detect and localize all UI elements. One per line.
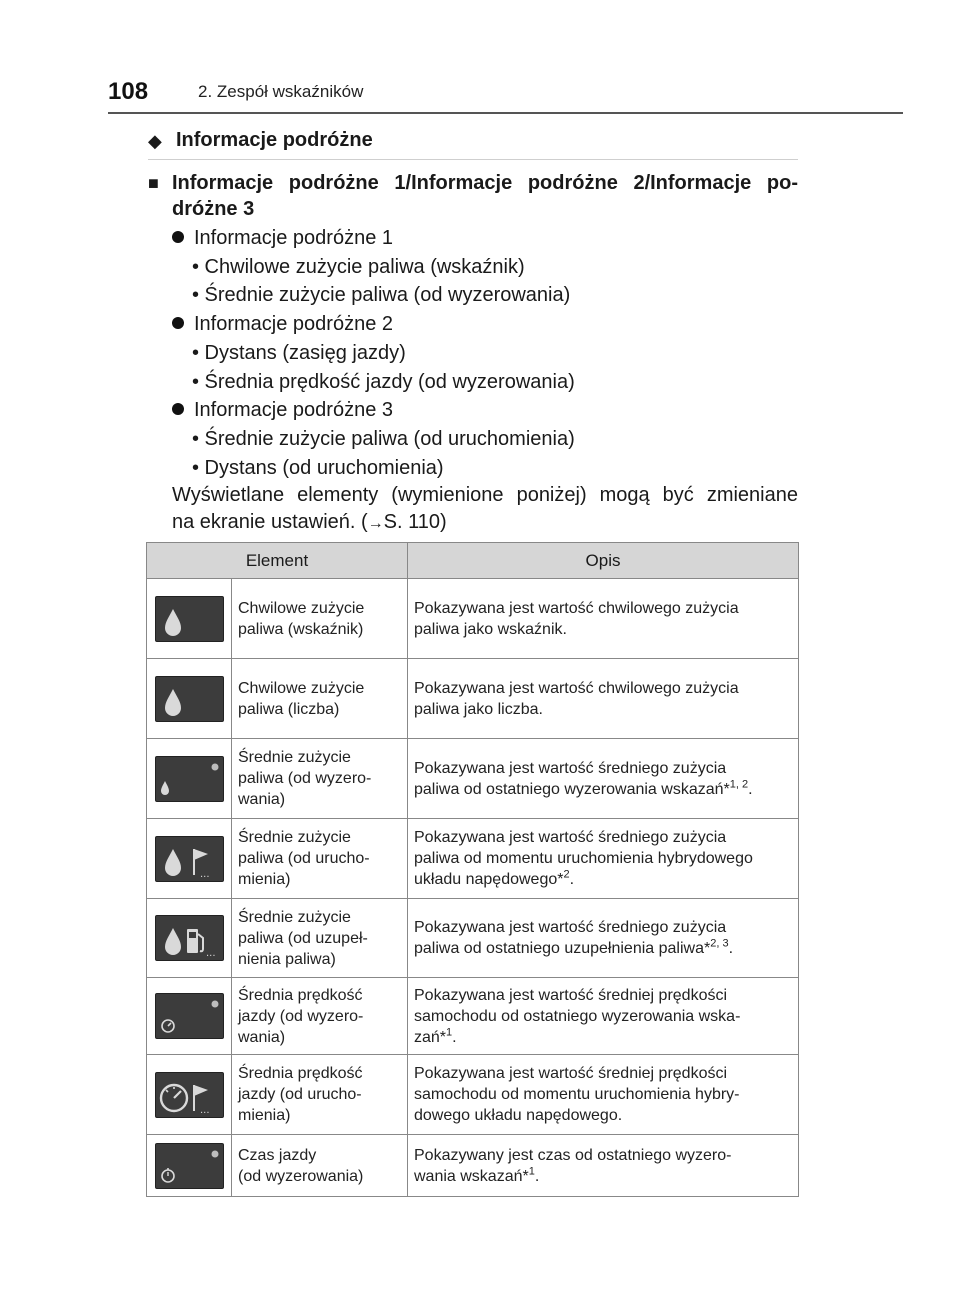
element-name-line: Chwilowe zużycie: [238, 599, 365, 617]
svg-text:...: ...: [205, 948, 216, 959]
diamond-icon: ◆: [148, 131, 162, 151]
element-name-line: paliwa (od urucho-: [238, 850, 370, 867]
element-name-line: nienia paliwa): [238, 950, 336, 968]
description-line: Pokazywana jest wartość chwilowego zużycia: [414, 679, 739, 697]
element-name-line: Średnia prędkość: [238, 986, 363, 1004]
table-row: [147, 659, 799, 739]
footnote-ref: 1: [528, 1165, 535, 1178]
description-line: Pokazywana jest wartość średniej prędkości: [414, 1065, 728, 1082]
table-row: [147, 1135, 799, 1197]
element-name-line: mienia): [238, 871, 291, 888]
bullet-icon: [172, 231, 184, 243]
element-name-line: paliwa (od wyzero-: [238, 770, 372, 787]
fuel-drop-icon: [155, 676, 224, 722]
speedometer-flag-icon: [155, 1072, 224, 1118]
description-line: układu napędowego*$^2$.: [414, 868, 575, 888]
table-header-row: [147, 543, 799, 579]
section-title: Informacje podróżne: [176, 129, 373, 151]
table-cell-element: [232, 739, 408, 819]
page-header: [108, 74, 903, 114]
description-line: zań*$^1$.: [414, 1026, 457, 1046]
table-cell-element: [232, 579, 408, 659]
description-line: paliwa od ostatniego wyzerowania wskazań*$^{1, 2}$.: [414, 778, 753, 798]
table-cell-icon: [147, 819, 232, 899]
table-cell-description: [408, 659, 799, 739]
chapter-title: 2. Zespół wskaźników: [198, 82, 364, 101]
element-name-line: (od wyzerowania): [238, 1167, 364, 1185]
table-cell-description: [408, 1135, 799, 1197]
footnote-ref: 1: [446, 1026, 453, 1039]
table-row: [147, 579, 799, 659]
description-line: Pokazywana jest wartość średniego zużycia: [414, 919, 727, 936]
subsection-heading: [148, 170, 798, 222]
description-line: samochodu od ostatniego wyzerowania wska-: [414, 1007, 741, 1025]
table-cell-icon: [147, 579, 232, 659]
bullet-icon: [172, 317, 184, 329]
column-header-description: Opis: [408, 543, 799, 579]
list-item: Informacje podróżne 2: [172, 310, 812, 339]
description-line: samochodu od momentu uruchomienia hybry-: [414, 1086, 740, 1103]
list-subitem: • Dystans (zasięg jazdy): [192, 341, 406, 364]
description-line: paliwa od ostatniego uzupełnienia paliwa*$^{2, 3}$.: [414, 937, 734, 957]
footnote-ref: 2, 3: [710, 937, 729, 950]
fuel-drop-flag-icon: [155, 836, 224, 882]
table-row: [147, 739, 799, 819]
fuel-drop-pump-icon: [155, 915, 224, 961]
list-subitem: • Średnie zużycie paliwa (od uruchomienia): [192, 427, 575, 450]
table-cell-element: [232, 1135, 408, 1197]
description-line: Pokazywana jest wartość średniej prędkości: [414, 986, 728, 1004]
table-row: [147, 1055, 799, 1135]
list-item: Informacje podróżne 1: [172, 224, 812, 253]
footnote-ref: 2: [563, 868, 570, 881]
element-name-line: Średnie zużycie: [238, 829, 351, 846]
page-reference-link[interactable]: S. 110): [383, 511, 447, 533]
fuel-drop-reset-icon: [155, 756, 224, 802]
stopwatch-reset-icon: [155, 1143, 224, 1189]
table-cell-element: [232, 978, 408, 1055]
list-item: Informacje podróżne 3: [172, 396, 812, 425]
speedometer-reset-icon: [155, 993, 224, 1039]
bullet-icon: [172, 403, 184, 415]
paragraph-line1: Wyświetlane elementy (wymienione poniżej) mogą być zmieniane: [172, 484, 798, 506]
table-cell-icon: [147, 978, 232, 1055]
settings-paragraph: [172, 482, 798, 537]
element-name-line: jazdy (od urucho-: [238, 1086, 362, 1103]
table-row: [147, 899, 799, 978]
list-subitem: • Średnia prędkość jazdy (od wyzerowania): [192, 370, 575, 393]
list-subitem: • Chwilowe zużycie paliwa (wskaźnik): [192, 255, 525, 278]
table-row: [147, 978, 799, 1055]
arrow-right-icon: →: [367, 515, 384, 532]
element-name-line: jazdy (od wyzero-: [238, 1007, 364, 1025]
description-line: paliwa jako wskaźnik.: [414, 620, 567, 638]
table-cell-element: [232, 1055, 408, 1135]
element-name-line: Czas jazdy: [238, 1146, 317, 1164]
column-header-element: Element: [147, 543, 408, 579]
table-cell-description: [408, 978, 799, 1055]
element-name-line: paliwa (liczba): [238, 700, 340, 718]
description-line: wania wskazań*$^1$.: [414, 1165, 540, 1185]
list-subitem: • Dystans (od uruchomienia): [192, 456, 444, 479]
footnote-ref: 1, 2: [729, 778, 749, 791]
table-cell-icon: [147, 659, 232, 739]
svg-text:...: ...: [199, 868, 210, 880]
page-number: 108: [108, 78, 149, 105]
table-cell-element: [232, 659, 408, 739]
element-name-line: Średnie zużycie: [238, 749, 351, 766]
subsection-title-line1: Informacje podróżne 1/Informacje podróżne 2/Informacje po-: [172, 172, 798, 194]
description-line: Pokazywana jest wartość średniego zużycia: [414, 829, 727, 846]
element-name-line: Średnia prędkość: [238, 1065, 363, 1082]
description-line: paliwa od momentu uruchomienia hybrydowego: [414, 850, 753, 867]
fuel-drop-icon: [155, 596, 224, 642]
element-name-line: paliwa (wskaźnik): [238, 620, 364, 638]
description-line: Pokazywana jest wartość średniego zużycia: [414, 759, 727, 777]
info-list: [172, 224, 812, 482]
table-cell-element: [232, 819, 408, 899]
table-cell-icon: [147, 1135, 232, 1197]
paragraph-line2: na ekranie ustawień. (→S. 110): [172, 511, 447, 533]
element-name-line: wania): [238, 791, 286, 808]
section-heading: [148, 126, 798, 160]
table-cell-description: [408, 1055, 799, 1135]
subsection-title-line2: dróżne 3: [172, 198, 255, 220]
table-cell-element: [232, 899, 408, 978]
element-name-line: Średnie zużycie: [238, 908, 351, 926]
element-name-line: mienia): [238, 1107, 291, 1124]
element-name-line: paliwa (od uzupeł-: [238, 929, 368, 947]
svg-text:...: ...: [199, 1104, 210, 1116]
table-cell-description: [408, 579, 799, 659]
description-line: dowego układu napędowego.: [414, 1107, 623, 1124]
table-cell-description: [408, 819, 799, 899]
square-bullet-icon: ■: [148, 173, 159, 193]
table-cell-description: [408, 739, 799, 819]
table-row: [147, 819, 799, 899]
items-table: [146, 542, 799, 1197]
table-cell-icon: [147, 899, 232, 978]
element-name-line: wania): [238, 1028, 286, 1046]
description-line: Pokazywany jest czas od ostatniego wyzero-: [414, 1146, 732, 1164]
list-subitem: • Średnie zużycie paliwa (od wyzerowania): [192, 284, 571, 307]
description-line: paliwa jako liczba.: [414, 700, 543, 718]
table-cell-icon: [147, 739, 232, 819]
element-name-line: Chwilowe zużycie: [238, 679, 365, 697]
description-line: Pokazywana jest wartość chwilowego zużycia: [414, 599, 739, 617]
table-cell-description: [408, 899, 799, 978]
table-cell-icon: [147, 1055, 232, 1135]
